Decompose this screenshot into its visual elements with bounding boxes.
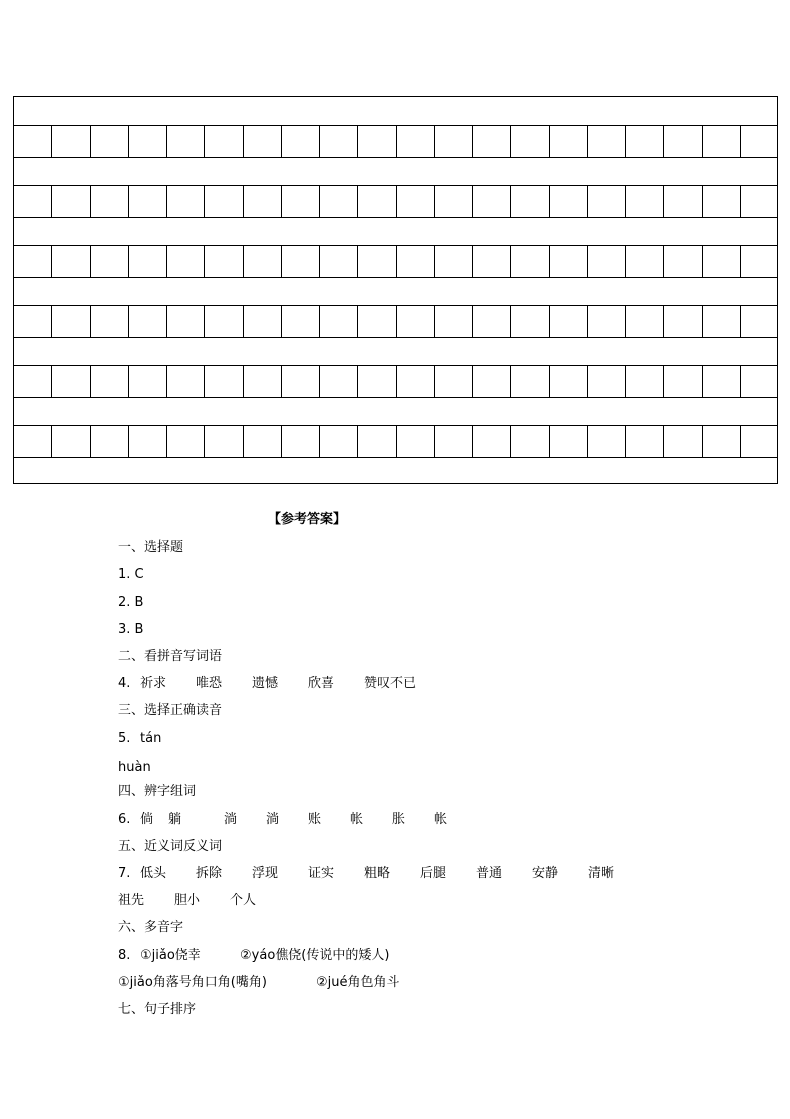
section-heading-5: 五、近义词反义词: [118, 839, 223, 854]
answer-7-word: 祖先: [118, 893, 145, 908]
answer-4-word: 欣喜: [308, 676, 335, 691]
answer-6-word: 胀: [392, 812, 406, 827]
answer-1: 1. C: [118, 567, 144, 582]
section-heading-7: 七、句子排序: [118, 1002, 197, 1017]
answer-6-number: 6.: [118, 812, 131, 827]
answer-8-line: ①jiǎo侥幸: [140, 948, 201, 963]
section-heading-6: 六、多音字: [118, 920, 184, 935]
answer-7-word: 低头: [140, 866, 167, 881]
answer-8-line: ①jiǎo角落号角口角(嘴角): [118, 975, 267, 990]
answer-7-word: 安静: [532, 866, 559, 881]
answer-7-word: 胆小: [174, 893, 201, 908]
answer-6-word: 帐: [434, 812, 448, 827]
answer-4-word: 赞叹不已: [364, 676, 417, 691]
answer-7-word: 粗略: [364, 866, 391, 881]
answer-8-line: ②jué角色角斗: [316, 975, 400, 990]
answer-7-word: 清晰: [588, 866, 615, 881]
answer-7-number: 7.: [118, 866, 131, 881]
answer-4-word: 唯恐: [196, 676, 223, 691]
answer-6-word: 倘: [140, 812, 154, 827]
answer-6-word: 帐: [350, 812, 364, 827]
answer-7-word: 证实: [308, 866, 335, 881]
answer-3: 3. B: [118, 622, 144, 637]
answer-2: 2. B: [118, 595, 144, 610]
answer-8-line: ②yáo僬侥(传说中的矮人): [240, 948, 390, 963]
answer-4-number: 4.: [118, 676, 131, 691]
answer-7-word: 拆除: [196, 866, 223, 881]
answer-5-pinyin: huàn: [118, 760, 151, 775]
answer-5-number: 5.: [118, 731, 131, 746]
answer-8-number: 8.: [118, 948, 131, 963]
section-heading-2: 二、看拼音写词语: [118, 649, 223, 664]
answer-7-word: 普通: [476, 866, 503, 881]
section-heading-4: 四、辨字组词: [118, 784, 197, 799]
answer-7-word: 浮现: [252, 866, 279, 881]
answer-7-word: 个人: [230, 893, 257, 908]
answer-7-word: 后腿: [420, 866, 447, 881]
section-heading-3: 三、选择正确读音: [118, 703, 223, 718]
answer-6-word: 淌: [266, 812, 280, 827]
answer-4-word: 遗憾: [252, 676, 279, 691]
writing-grid: [13, 96, 778, 484]
answer-6-word: 躺: [168, 812, 182, 827]
answer-6-word: 淌: [224, 812, 238, 827]
section-heading-1: 一、选择题: [118, 540, 184, 555]
answer-4-word: 祈求: [140, 676, 167, 691]
answer-5-pinyin: tán: [140, 731, 162, 746]
answer-title: 【参考答案】: [268, 512, 347, 527]
answer-6-word: 账: [308, 812, 322, 827]
